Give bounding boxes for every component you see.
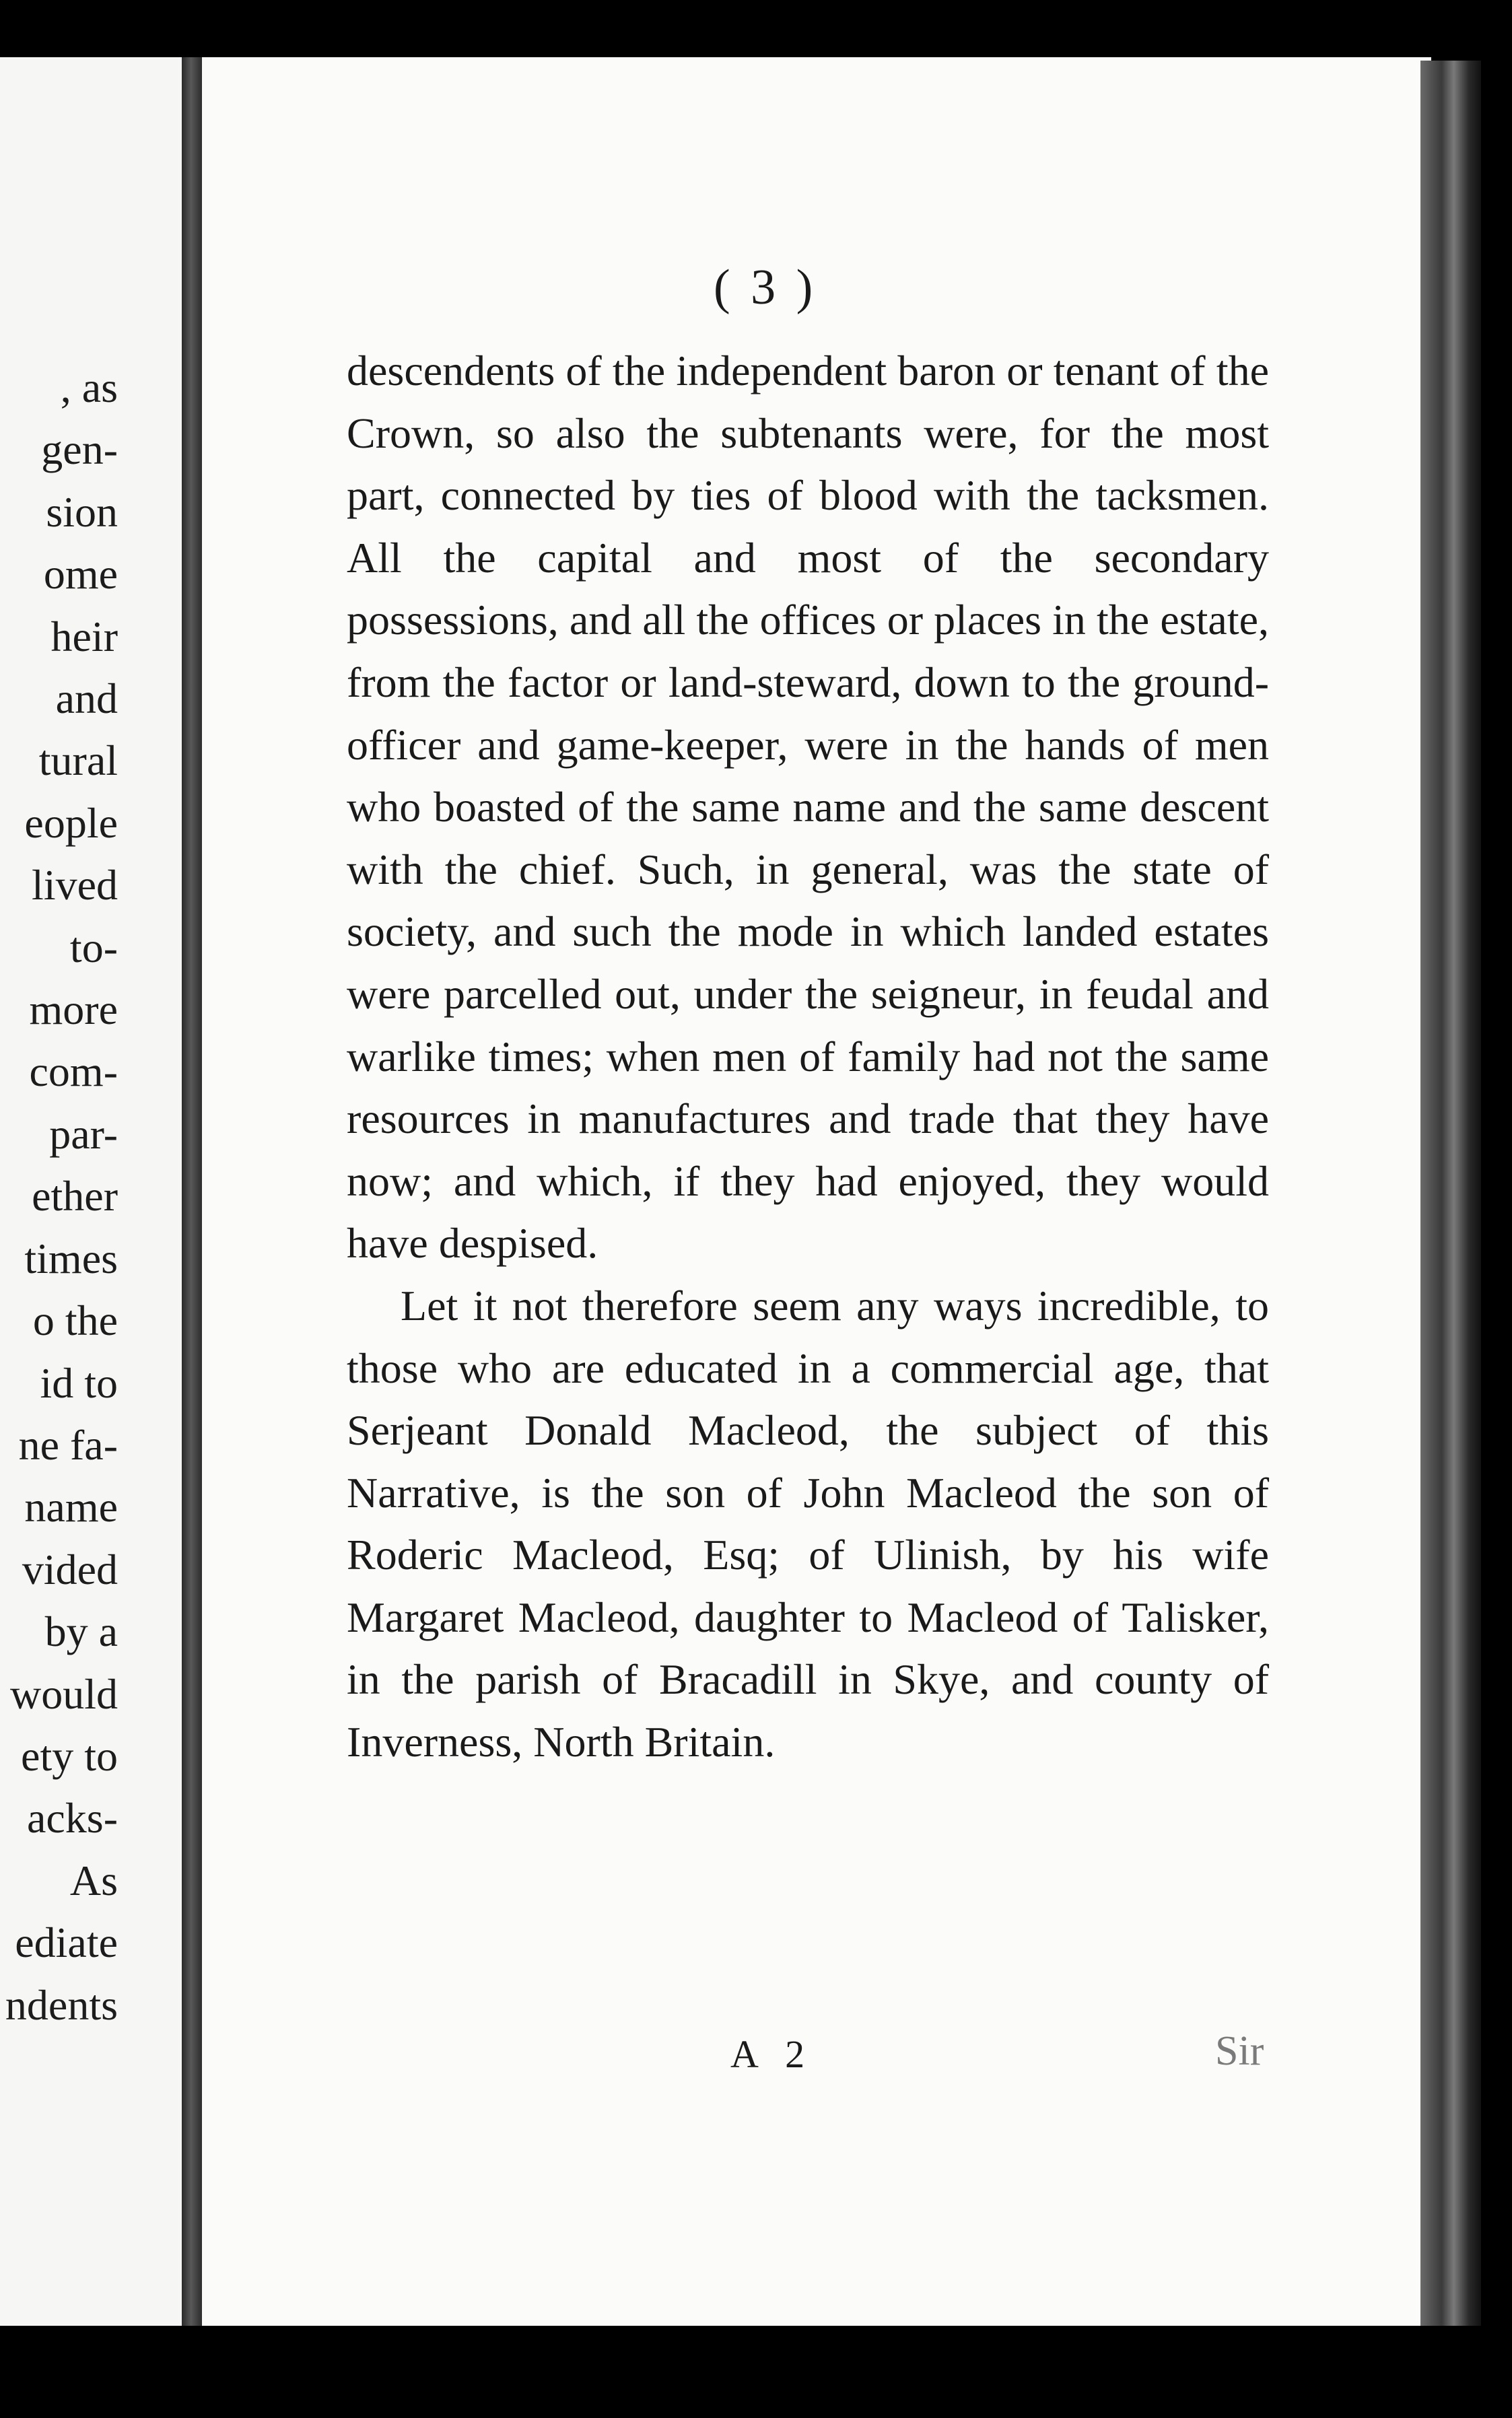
- page-number: ( 3 ): [714, 260, 817, 315]
- paragraph: Let it not therefore seem any ways incredible, to those who are educated in a commercial age, that Serjeant Donald Macleod, the subject of this Narrative, is the son of John Macleod the son of Roderic Macleod, Esq; of Ulinish, by his wife Margaret Macleod, daughter to Macleod of Talisker, in the parish of Bracadill in Skye, and county of Inverness, North Britain.: [347, 1281, 1269, 1766]
- scan-border: [0, 2326, 1512, 2418]
- page-body: [347, 340, 1269, 1774]
- facing-page-text: , as gen- sion ome heir and tural eople lived to- more com- par- ether times o the id to ne fa- name vided by a would ety to acks- As ediate ndents: [5, 364, 118, 2029]
- paragraph: descendents of the independent baron or tenant of the Crown, so also the subtenants were, for the most part, connected by ties of blood with the tacksmen. All the capital and most of the secondary possessions, and all the offices or places in the estate, from the factor or land-steward, down to the ground-officer and game-keeper, were in the hands of men who boasted of the same name and the same descent with the chief. Such, in general, was the state of society, and such the mode in which landed estates were parcelled out, under the seigneur, in feudal and warlike times; when men of family had not the same resources in manufactures and trade that they have now; and which, if they had enjoyed, they would have despised.: [347, 347, 1269, 1268]
- facing-page: [0, 57, 202, 2326]
- signature-mark: A 2: [730, 2032, 815, 2076]
- page-edge: [1420, 61, 1481, 2336]
- book-gutter: [182, 57, 205, 2326]
- catchword: Sir: [1215, 2028, 1264, 2074]
